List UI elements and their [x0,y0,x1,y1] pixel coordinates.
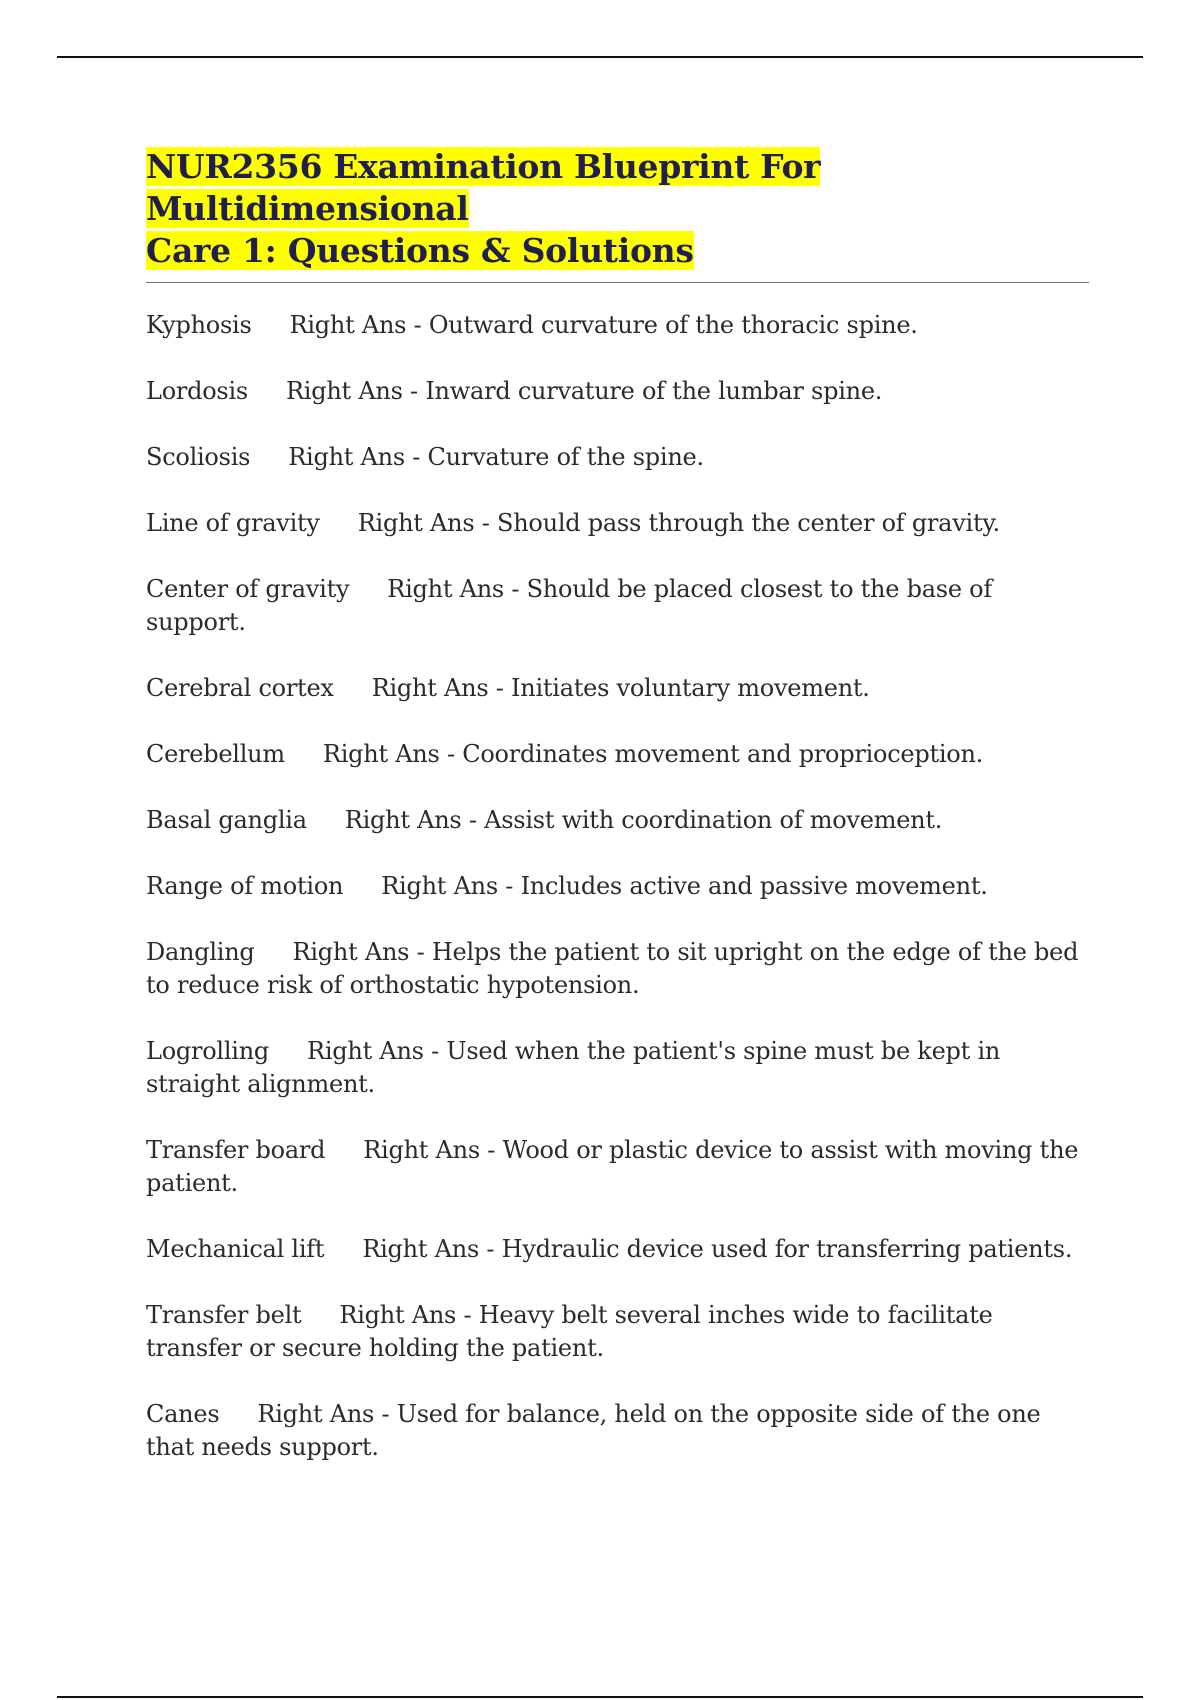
qa-term: Dangling [146,938,255,966]
qa-answer-prefix: Right Ans - [307,1037,439,1065]
qa-item [146,1233,1091,1266]
qa-answer: Should pass through the center of gravity. [497,509,1000,537]
qa-term: Logrolling [146,1037,270,1065]
page-bottom-rule [57,1696,1143,1698]
qa-term: Transfer belt [146,1301,302,1329]
qa-answer: Wood or plastic device to assist with moving the patient. [146,1136,1079,1197]
qa-answer: Outward curvature of the thoracic spine. [428,311,918,339]
title-line-2: Care 1: Questions & Solutions [146,231,694,270]
qa-answer: Initiates voluntary movement. [511,674,870,702]
qa-term: Lordosis [146,377,248,405]
qa-answer-prefix: Right Ans - [257,1400,390,1428]
qa-list [146,309,1091,1464]
qa-answer-prefix: Right Ans - [292,938,425,966]
qa-answer: Hydraulic device used for transferring patients. [501,1235,1073,1263]
qa-term: Transfer board [146,1136,326,1164]
qa-answer: Used when the patient's spine must be kept in straight alignment. [146,1037,1001,1098]
qa-answer: Should be placed closest to the base of support. [146,575,992,636]
qa-item [146,1134,1091,1200]
qa-term: Range of motion [146,872,344,900]
qa-item [146,1035,1091,1101]
qa-answer-prefix: Right Ans - [387,575,520,603]
title-underline-rule [146,282,1089,283]
qa-item [146,1398,1091,1464]
qa-item [146,1299,1091,1365]
qa-answer-prefix: Right Ans - [357,509,490,537]
qa-item [146,738,1091,771]
qa-term: Basal ganglia [146,806,307,834]
qa-term: Cerebellum [146,740,285,768]
qa-answer: Used for balance, held on the opposite side of the one that needs support. [146,1400,1041,1461]
qa-term: Cerebral cortex [146,674,334,702]
qa-term: Center of gravity [146,575,350,603]
qa-answer: Inward curvature of the lumbar spine. [425,377,883,405]
qa-item [146,573,1091,639]
qa-item [146,672,1091,705]
qa-answer-prefix: Right Ans - [362,1235,495,1263]
qa-answer-prefix: Right Ans - [371,674,504,702]
qa-answer-prefix: Right Ans - [339,1301,472,1329]
qa-answer-prefix: Right Ans - [322,740,455,768]
qa-item [146,936,1091,1002]
qa-answer: Curvature of the spine. [427,443,704,471]
qa-answer: Helps the patient to sit upright on the edge of the bed to reduce risk of orthostatic hypotension. [146,938,1079,999]
qa-item [146,375,1091,408]
qa-answer: Coordinates movement and proprioception. [462,740,984,768]
qa-answer-prefix: Right Ans - [381,872,514,900]
page-top-rule [57,56,1143,58]
qa-item [146,441,1091,474]
qa-answer-prefix: Right Ans - [285,377,418,405]
qa-term: Mechanical lift [146,1235,325,1263]
qa-answer-prefix: Right Ans - [289,311,422,339]
qa-answer-prefix: Right Ans - [363,1136,496,1164]
qa-answer: Includes active and passive movement. [520,872,988,900]
qa-answer-prefix: Right Ans - [344,806,477,834]
qa-term: Scoliosis [146,443,251,471]
qa-term: Canes [146,1400,220,1428]
qa-item [146,804,1091,837]
title-line-1: NUR2356 Examination Blueprint For Multidimensional [146,147,821,228]
qa-item [146,870,1091,903]
qa-term: Line of gravity [146,509,320,537]
document-body [146,146,1091,1497]
document-title [146,146,1091,272]
qa-answer-prefix: Right Ans - [288,443,421,471]
qa-term: Kyphosis [146,311,252,339]
qa-answer: Heavy belt several inches wide to facilitate transfer or secure holding the patient. [146,1301,993,1362]
qa-item [146,309,1091,342]
qa-answer: Assist with coordination of movement. [484,806,943,834]
qa-item [146,507,1091,540]
